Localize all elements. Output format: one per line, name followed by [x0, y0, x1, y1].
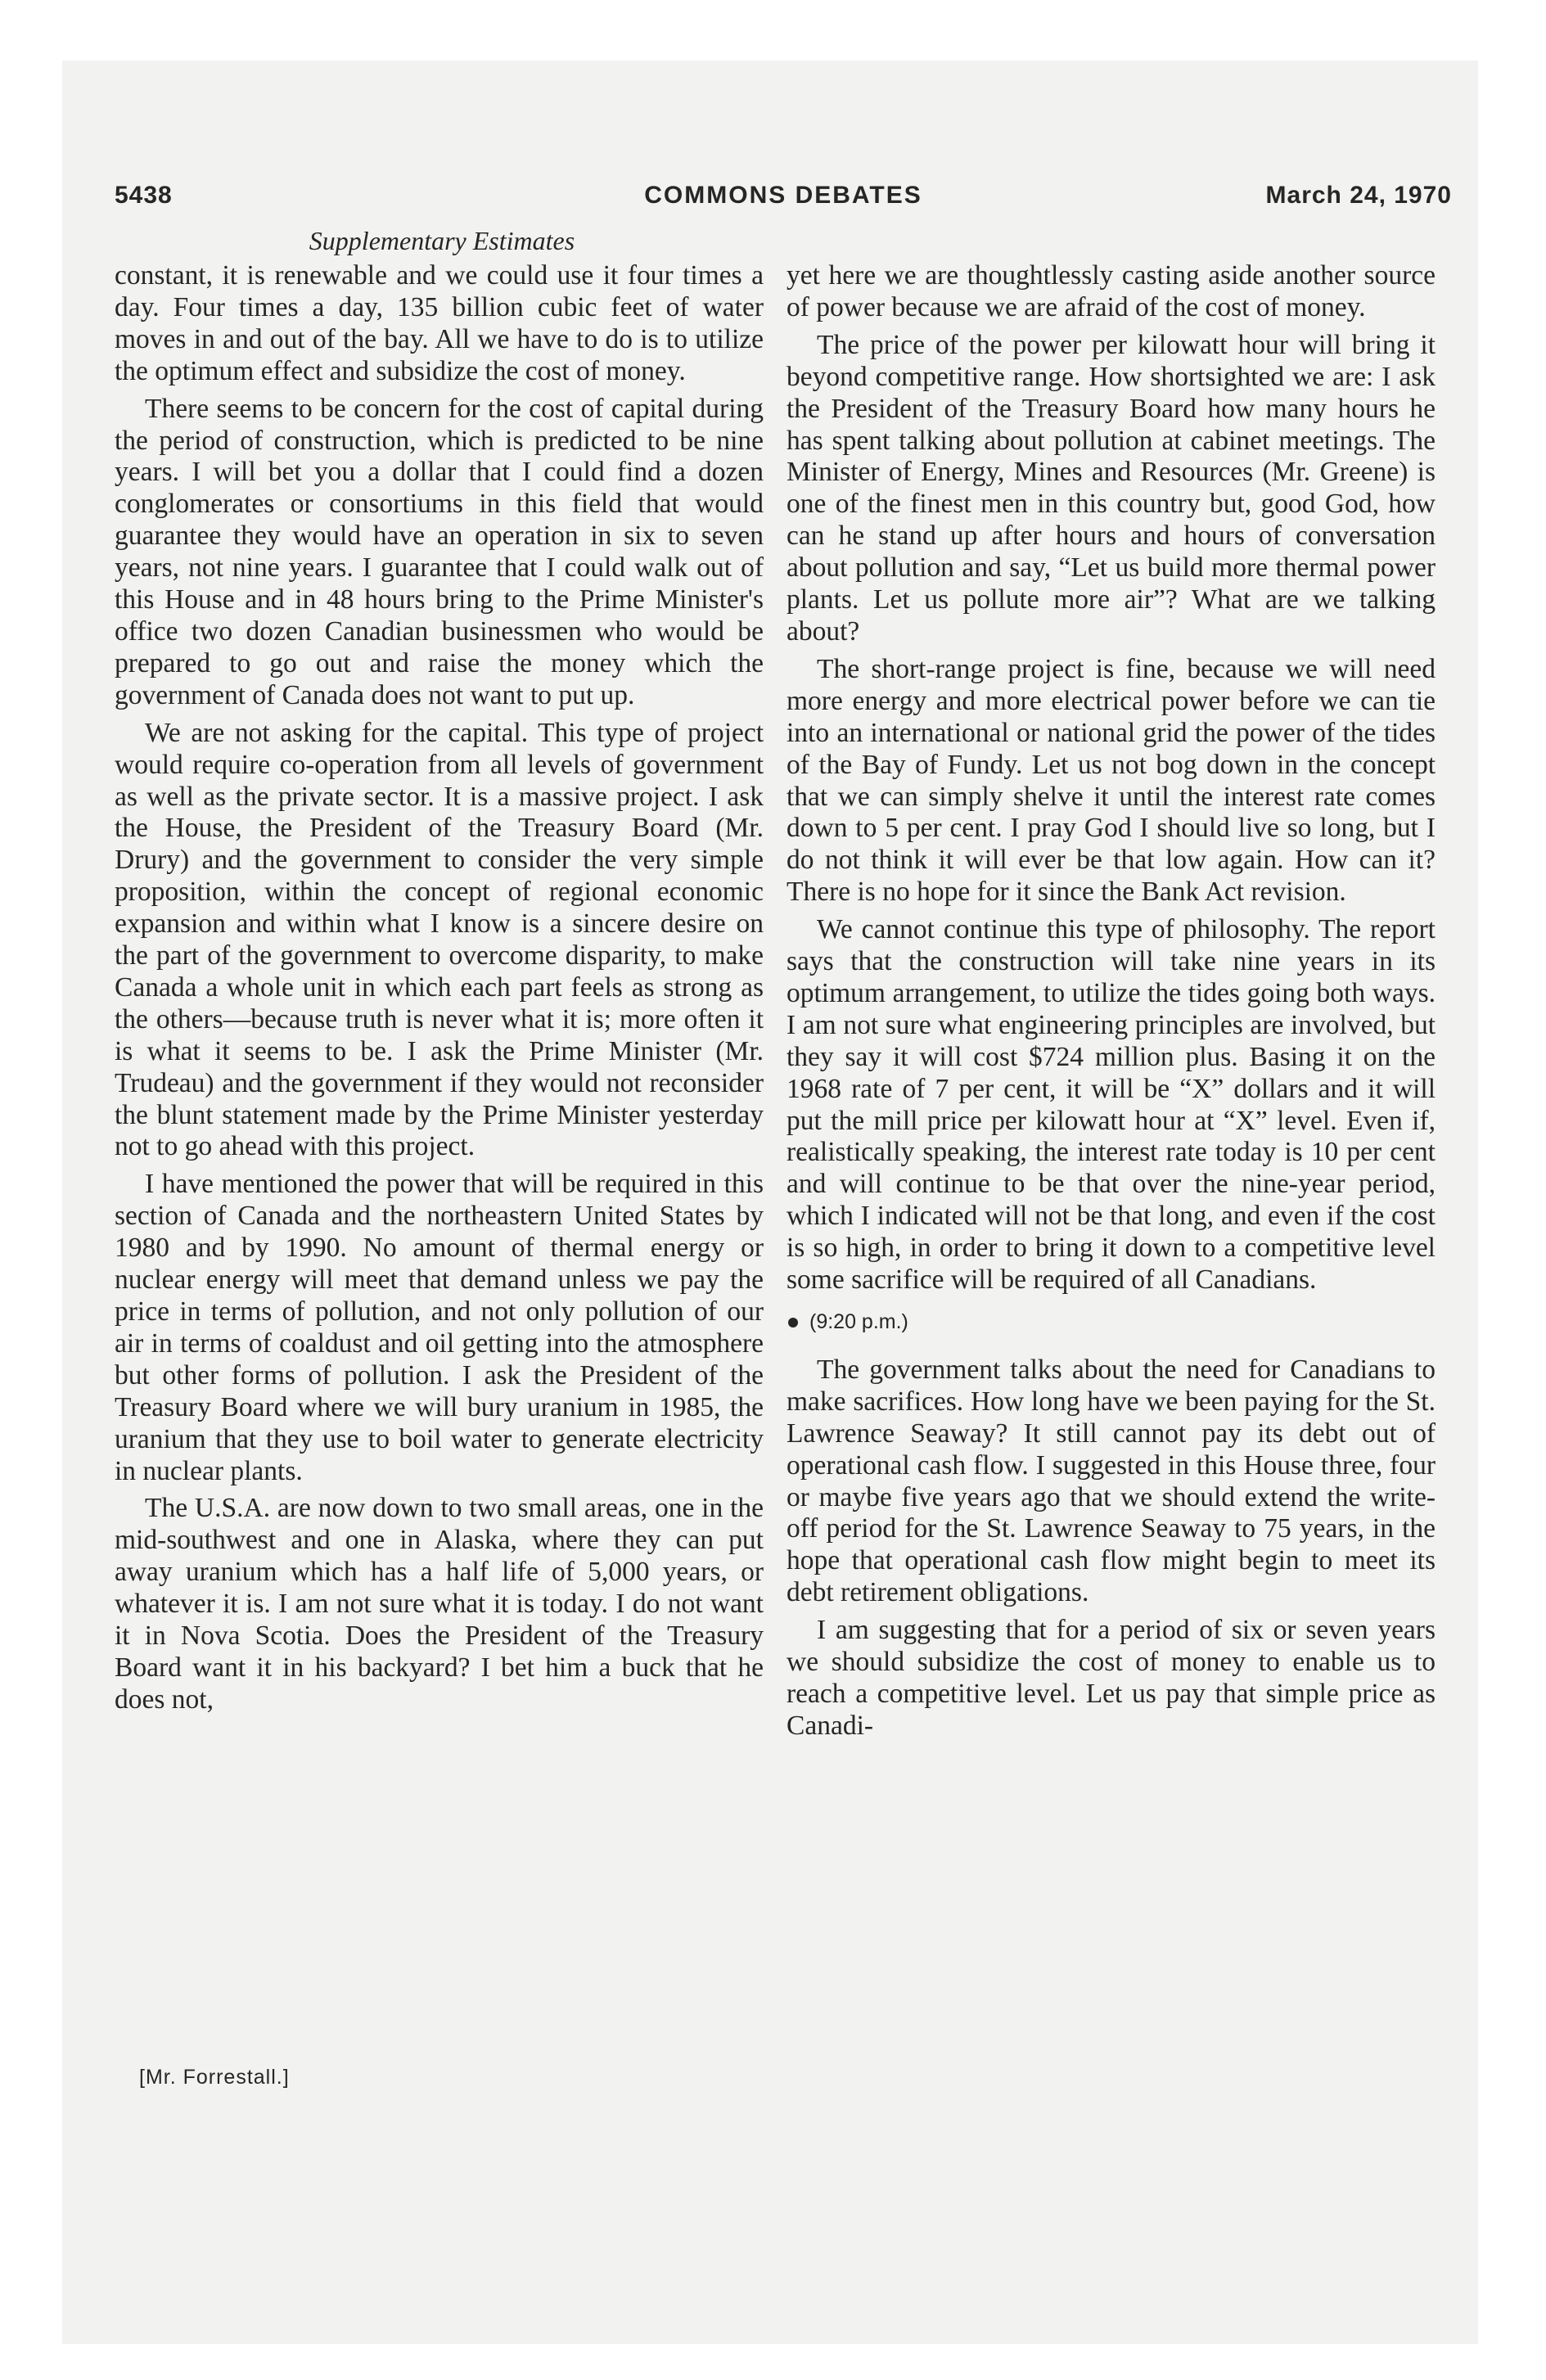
paragraph: I have mentioned the power that will be required in this section of Canada and the northeastern United States by 1980 and by 1990. No amount of thermal energy or nuclear energy will meet that demand unless we pay the price in terms of pollution, and not only pollution of our air in terms of coaldust and oil getting into the atmosphere but other forms of pollution. I ask the President of the Treasury Board where we will bury uranium in 1985, the uranium that they use to boil water to generate electricity in nuclear plants. [115, 1169, 764, 1486]
paragraph: yet here we are thoughtlessly casting aside another source of power because we are afraid of the cost of money. [787, 260, 1436, 322]
right-column [787, 260, 1436, 1748]
page-header [115, 182, 1452, 223]
paragraph: The short-range project is fine, because we will need more energy and more electrical power before we can tie into an international or national grid the power of the tides of the Bay of Fundy. Let us not bog down in the concept that we can simply shelve it until the interest rate comes down to 5 per cent. I pray God I should live so long, but I do not think it will ever be that low again. How can it? There is no hope for it since the Bank Act revision. [787, 653, 1436, 908]
paragraph: constant, it is renewable and we could use it four times a day. Four times a day, 135 billion cubic feet of water moves in and out of the bay. All we have to do is to utilize the optimum effect and subsidize the cost of money. [115, 260, 764, 386]
paragraph: We cannot continue this type of philosophy. The report says that the construction will take nine years in its optimum arrangement, to utilize the tides going both ways. I am not sure what engineering principles are involved, but they say it will cost $724 million plus. Basing it on the 1968 rate of 7 per cent, it will be “X” dollars and it will put the mill price per kilowatt hour at “X” level. Even if, realistically speaking, the interest rate today is 10 per cent and will continue to be that over the nine-year period, which I indicated will not be that long, and even if the cost is so high, in order to bring it down to a competitive level some sacrifice will be required of all Canadians. [787, 914, 1436, 1296]
paragraph: The U.S.A. are now down to two small areas, one in the mid-southwest and one in Alaska, where they can put away uranium which has a half life of 5,000 years, or whatever it is. I am not sure what it is today. I do not want it in Nova Scotia. Does the President of the Treasury Board want it in his backyard? I bet him a buck that he does not, [115, 1493, 764, 1715]
left-column [115, 260, 764, 1722]
speaker-footer: [Mr. Forrestall.] [139, 2066, 290, 2089]
publication-title: COMMONS DEBATES [644, 182, 922, 209]
paragraph: I am suggesting that for a period of six or seven years we should subsidize the cost of money to enable us to reach a competitive level. Let us pay that simple price as Canadi- [787, 1615, 1436, 1741]
bullet-icon [788, 1318, 798, 1327]
page-date: March 24, 1970 [1265, 182, 1452, 209]
page-number: 5438 [115, 182, 173, 209]
paragraph: The price of the power per kilowatt hour will bring it beyond competitive range. How shortsighted we are: I ask the President of the Treasury Board how many hours he has spent talking about pollution at cabinet meetings. The Minister of Energy, Mines and Resources (Mr. Greene) is one of the finest men in this country but, good God, how can he stand up after hours and hours of conversation about pollution and say, “Let us build more thermal power plants. Let us pollute more air”? What are we talking about? [787, 329, 1436, 647]
paragraph: There seems to be concern for the cost of capital during the period of construction, which is predicted to be nine years. I will bet you a dollar that I could find a dozen conglomerates or consortiums in this field that would guarantee they would have an operation in six to seven years, not nine years. I guarantee that I could walk out of this House and in 48 hours bring to the Prime Minister's office two dozen Canadian businessmen who would be prepared to go out and raise the money which the government of Canada does not want to put up. [115, 393, 764, 710]
section-title: Supplementary Estimates [309, 226, 575, 255]
paragraph: We are not asking for the capital. This type of project would require co-operation from all levels of government as well as the private sector. It is a massive project. I ask the House, the President of the Treasury Board (Mr. Drury) and the government to consider the very simple proposition, within the concept of regional economic expansion and within what I know is a sincere desire on the part of the government to overcome disparity, to make Canada a whole unit in which each part feels as strong as the others—because truth is never what it is; more often it is what it seems to be. I ask the Prime Minister (Mr. Trudeau) and the government if they would not reconsider the blunt statement made by the Prime Minister yesterday not to go ahead with this project. [115, 717, 764, 1162]
time-marker [787, 1306, 1436, 1338]
paragraph: The government talks about the need for Canadians to make sacrifices. How long have we been paying for the St. Lawrence Seaway? It still cannot pay its debt out of operational cash flow. I suggested in this House three, four or maybe five years ago that we should extend the write-off period for the St. Lawrence Seaway to 75 years, in the hope that operational cash flow might begin to meet its debt retirement obligations. [787, 1354, 1436, 1608]
time-marker-text: (9:20 p.m.) [809, 1310, 908, 1333]
